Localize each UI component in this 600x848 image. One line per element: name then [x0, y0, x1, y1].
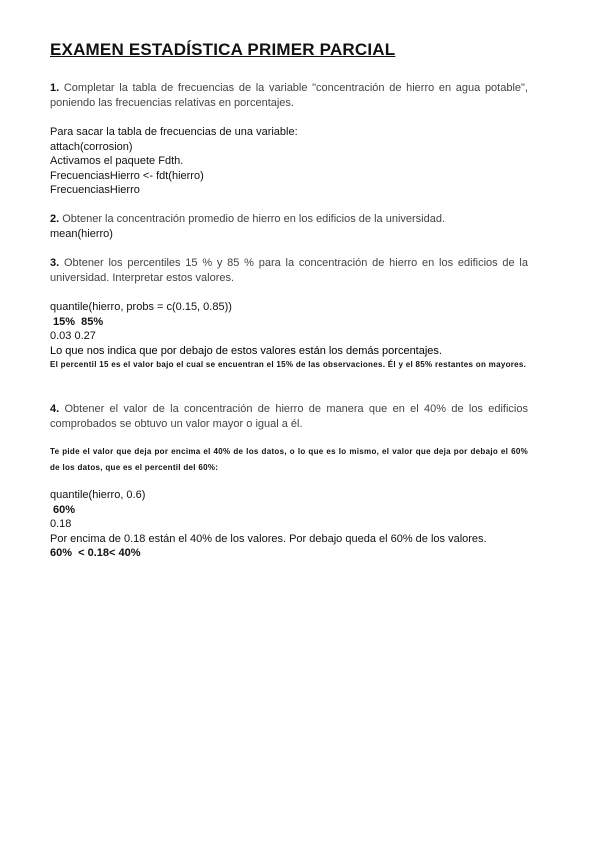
code-line: 0.18 [50, 518, 72, 530]
answer-line: Activamos el paquete Fdth. [50, 155, 184, 167]
question-number: 3. [50, 257, 60, 269]
page-title: EXAMEN ESTADÍSTICA PRIMER PARCIAL [50, 40, 396, 59]
question-text: Completar la tabla de frecuencias de la variable "concentración de hierro en agua potable", poniendo las frecuencias relativas en porcentajes. [50, 82, 528, 109]
answer-line: FrecuenciasHierro <- fdt(hierro) [50, 169, 204, 182]
answer-line: attach(corrosion) [50, 140, 133, 153]
question-text: Obtener la concentración promedio de hierro en los edificios de la universidad. [62, 213, 446, 225]
code-line: quantile(hierro, probs = c(0.15, 0.85)) [50, 301, 232, 313]
answer-4-code [50, 488, 528, 561]
conclusion-text: Por encima de 0.18 están el 40% de los valores. Por debajo queda el 60% de los valores. [50, 532, 487, 545]
question-2 [50, 212, 528, 227]
answer-line: Para sacar la tabla de frecuencias de una variable: [50, 126, 298, 138]
question-number: 2. [50, 213, 60, 225]
answer-3-code [50, 300, 528, 358]
answer-2 [50, 227, 528, 242]
inequality-text: 60% < 0.18< 40% [50, 547, 141, 559]
answer-1 [50, 125, 528, 198]
question-number: 4. [50, 403, 60, 415]
code-line: 0.03 0.27 [50, 330, 96, 342]
answer-line: mean(hierro) [50, 228, 113, 240]
answer-3-note: El percentil 15 es el valor bajo el cual se encuentran el 15% de las observaciones. Él y el 85% restantes on mayores. [50, 360, 527, 369]
interpretation-text: Lo que nos indica que por debajo de estos valores están los demás porcentajes. [50, 344, 442, 357]
question-3 [50, 256, 528, 285]
code-line: 60% [50, 503, 79, 516]
code-line: 15% 85% [50, 315, 107, 328]
answer-line: FrecuenciasHierro [50, 184, 140, 196]
question-1 [50, 81, 528, 110]
question-number: 1. [50, 82, 60, 94]
answer-4-note: Te pide el valor que deja por encima el 40% de los datos, o lo que es lo mismo, el valor que deja por debajo el 60% de los datos, que es el percentil del 60%: [50, 447, 528, 472]
question-text: Obtener los percentiles 15 % y 85 % para la concentración de hierro en los edificios de la universidad. Interpretar estos valores. [50, 257, 528, 284]
question-4 [50, 402, 528, 431]
question-text: Obtener el valor de la concentración de hierro de manera que en el 40% de los edificios comprobados se obtuvo un valor mayor o igual a él. [50, 403, 528, 430]
code-line: quantile(hierro, 0.6) [50, 489, 146, 501]
